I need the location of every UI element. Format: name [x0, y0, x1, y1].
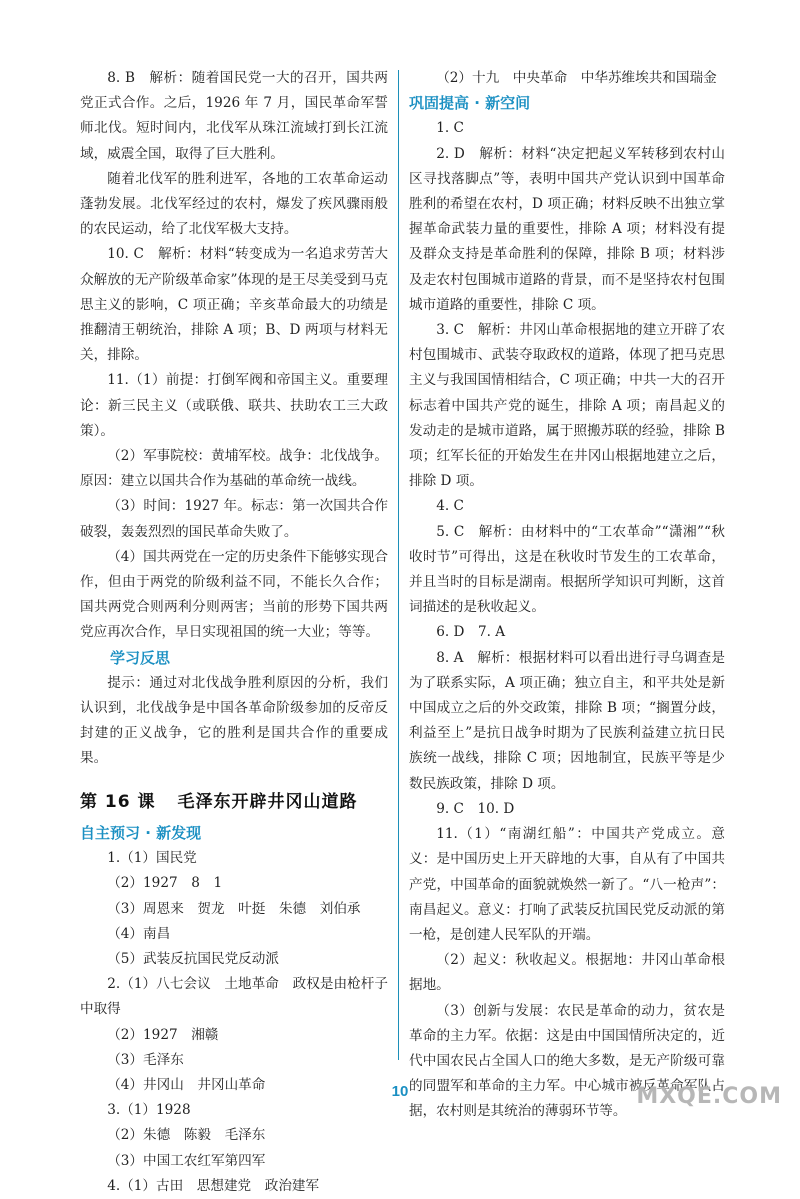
preview-item: （4）井冈山 井冈山革命: [107, 1076, 266, 1093]
lesson-title: [80, 790, 388, 815]
exercise-answer: （3）创新与发展：农民是革命的动力，贫农是革命的主力军。依据：这是由中国国情所决定的，近代中国农民占全国人口的绝大多数，是无产阶级可靠的同盟军和革命的主力军。中心城市被反革命军队占据，农村则是其统治的薄弱环节等。: [409, 1002, 725, 1120]
exercise-answer: 2. D 解析：材料“决定把起义军转移到农村山区寻找落脚点”等，表明中国共产党认识到中国革命胜利的希望在农村，D 项正确；材料反映不出独立掌握革命武装力量的重要性，排除 A 项；材料没有提及群众支持是革命胜利的保障，排除 B 项；材料涉及走农村包围城市道路的背景，而不是坚持农村包围城市道路的重要性，排除 C 项。: [409, 145, 725, 313]
section-reflect-heading: 学习反思: [110, 648, 171, 667]
exercise-answer: 5. C 解析：由材料中的“工农革命”“潇湘”“秋收时节”可得出，这是在秋收时节发生的工农革命，并且当时的目标是湖南。根据所学知识可判断，这首词描述的是秋收起义。: [409, 523, 725, 616]
answer-9-text: 随着北伐军的胜利进军，各地的工农革命运动蓬勃发展。北伐军经过的农村，爆发了疾风骤雨般的农民运动，给了北伐军极大支持。: [80, 170, 388, 238]
section-preview-heading: 自主预习 · 新发现: [80, 823, 202, 842]
preview-item: （5）武装反抗国民党反动派: [107, 950, 279, 967]
preview-item: 4.（1）古田 思想建党 政治建军: [107, 1177, 320, 1194]
preview-item: （2）朱德 陈毅 毛泽东: [107, 1127, 266, 1144]
preview-item: （2）1927 湘赣: [107, 1026, 219, 1043]
preview-item: （3）周恩来 贺龙 叶挺 朱德 刘伯承: [107, 900, 361, 917]
exercise-answer: （2）起义：秋收起义。根据地：井冈山革命根据地。: [409, 952, 725, 994]
watermark-logo: MXQE.COM: [636, 1084, 782, 1109]
exercise-answer: 9. C 10. D: [436, 800, 515, 817]
reflect-text: 提示：通过对北伐战争胜利原因的分析，我们认识到，北伐战争是中国各革命阶级参加的反帝反封建的正义战争，它的胜利是国共合作的重要成果。: [80, 674, 388, 767]
preview-item: （4）南昌: [107, 925, 171, 942]
left-column: [80, 66, 388, 1199]
exercise-answer: 11.（1）“南湖红船”：中国共产党成立。意义：是中国历史上开天辟地的大事，自从有了中国共产党，中国革命的面貌就焕然一新了。“八一枪声”：南昌起义。意义：打响了武装反抗国民党反动派的第一枪，是创建人民军队的开端。: [409, 826, 725, 943]
page-number: 10: [391, 1083, 409, 1100]
preview-item-4-2: （2）十九 中央革命 中华苏维埃共和国瑞金: [436, 70, 717, 86]
answer-11-3: （3）时间：1927 年。标志：第一次国共合作破裂，轰轰烈烈的国民革命失败了。: [80, 498, 388, 540]
preview-item: 2.（1）八七会议 土地革命 政权是由枪杆子中取得: [80, 976, 388, 1018]
preview-item: （3）中国工农红军第四军: [107, 1152, 266, 1169]
preview-item: 3.（1）1928: [107, 1102, 191, 1119]
exercise-answer: 4. C: [436, 498, 464, 515]
lesson-number: 第 16 课: [80, 791, 156, 812]
exercise-answer: 6. D 7. A: [436, 624, 506, 641]
exercise-answer: 1. C: [436, 120, 464, 137]
lesson-name: 毛泽东开辟井冈山道路: [177, 791, 358, 812]
answer-11-2: （2）军事院校：黄埔军校。战争：北伐战争。原因：建立以国共合作为基础的革命统一战线。: [80, 448, 388, 490]
answer-11-4: （4）国共两党在一定的历史条件下能够实现合作，但由于两党的阶级利益不同，不能长久合作；国共两党合则两利分则两害；当前的形势下国共两党应再次合作，早日实现祖国的统一大业；等等。: [80, 548, 388, 641]
exercise-answer: 3. C 解析：井冈山革命根据地的建立开辟了农村包围城市、武装夺取政权的道路，体现了把马克思主义与我国国情相结合，C 项正确；中共一大的召开标志着中国共产党的诞生，排除 A 项；南昌起义的发动走的是城市道路，属于照搬苏联的经验，排除 B 项；红军长征的开始发生在井冈山根据地建立之后，排除 D 项。: [409, 322, 725, 490]
preview-item: （2）1927 8 1: [107, 875, 223, 892]
preview-item: 1.（1）国民党: [107, 850, 197, 867]
answer-8: 8. B 解析：随着国民党一大的召开，国共两党正式合作。之后，1926 年 7 月，国民革命军誓师北伐。短时间内，北伐军从珠江流域打到长江流域，威震全国，取得了巨大胜利。: [80, 70, 388, 162]
answer-10: 10. C 解析：材料“转变成为一名追求劳苦大众解放的无产阶级革命家”体现的是王尽美受到马克思主义的影响，C 项正确；辛亥革命最大的功绩是推翻清王朝统治，排除 A 项；B、D 两项与材料无关，排除。: [80, 246, 388, 364]
preview-item: （3）毛泽东: [107, 1051, 184, 1068]
answer-11-1: 11.（1）前提：打倒军阀和帝国主义。重要理论：新三民主义（或联俄、联共、扶助农工三大政策）。: [80, 372, 388, 439]
column-divider: [398, 70, 399, 1060]
right-column: [409, 66, 725, 1125]
section-consolidate-heading: 巩固提高 · 新空间: [409, 94, 531, 113]
exercise-answer: 8. A 解析：根据材料可以看出进行寻乌调查是为了联系实际，A 项正确；独立自主，和平共处是新中国成立之后的外交政策，排除 B 项；“搁置分歧，利益至上”是抗日战争时期为了民族利益建立抗日民族统一战线，排除 C 项；因地制宜，民族平等是少数民族政策，排除 D 项。: [409, 649, 725, 792]
